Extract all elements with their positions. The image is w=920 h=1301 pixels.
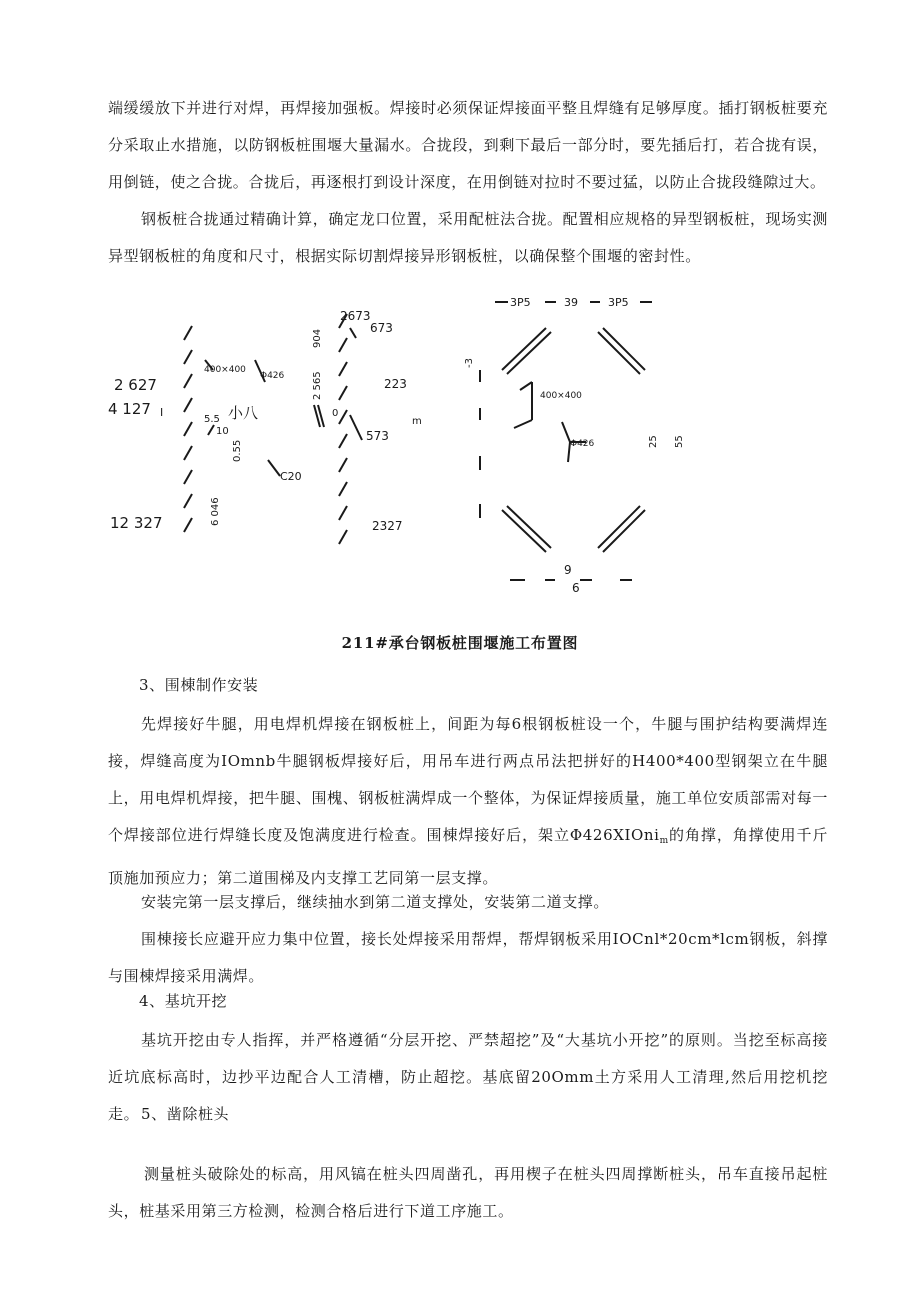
label-2565: 2 565 xyxy=(312,371,323,400)
paragraph-pile-head: 测量桩头破除处的标高，用风镐在桩头四周凿孔，再用楔子在桩头四周撑断桩头，吊车直接吊起桩头，桩基采用第三方检测，检测合格后进行下道工序施工。 xyxy=(108,1165,828,1220)
label-3p5-a: 3P5 xyxy=(510,296,531,309)
label-3p5-b: 3P5 xyxy=(608,296,629,309)
label-4127: 4 127 xyxy=(108,400,151,418)
label-0.55: 0.55 xyxy=(232,439,243,462)
paragraph-welding: 端缓缓放下并进行对焊，再焊接加强板。焊接时必须保证焊接面平整且焊缝有足够厚度。插打钢板桩要充分采取止水措施，以防钢板桩围堰大量漏水。合拢段，到剩下最后一部分时，要先插后打，若合拢有误，用倒链，使之合拢。合拢后，再逐根打到设计深度，在用倒链对拉时不要过猛，以防止合拢段缝隙过大。 xyxy=(108,99,828,191)
label-39: 39 xyxy=(564,296,578,309)
label-400x400-left: 400×400 xyxy=(204,365,246,375)
figure-caption: 211#承台钢板桩围堰施工布置图 xyxy=(341,634,579,652)
label-400x400-right: 400×400 xyxy=(540,391,582,401)
label-2673: 2673 xyxy=(340,309,371,323)
paragraph-second-support: 安装完第一层支撑后，继续抽水到第二道支撑处，安装第二道支撑。 xyxy=(141,893,610,911)
label-6046: 6 046 xyxy=(210,497,221,526)
heading-section-3: 3、围棟制作安装 xyxy=(139,676,259,694)
label-904: 904 xyxy=(312,328,323,348)
label-xiaoba: 小八 xyxy=(228,404,259,422)
label-phi426-left: Φ426 xyxy=(260,371,285,381)
label-55: 55 xyxy=(674,435,685,448)
label-2327: 2327 xyxy=(372,519,403,533)
label-9: 9 xyxy=(564,563,572,577)
paragraph-excavation: 基坑开挖由专人指挥，并严格遵循“分层开挖、严禁超挖”及“大基坑小开挖”的原则。当挖至标高接近坑底标高时，边抄平边配合人工清槽，防止超挖。基底留20Omm土方采用人工清理,然后用挖机挖走。 xyxy=(108,1031,828,1123)
label-25: 25 xyxy=(648,435,659,448)
heading-section-4: 4、基坑开挖 xyxy=(139,992,228,1010)
label-12327: 12 327 xyxy=(110,514,163,532)
label-2627: 2 627 xyxy=(114,376,157,394)
heading-section-5: 5、凿除桩头 xyxy=(141,1105,230,1123)
label-573: 573 xyxy=(366,429,389,443)
paragraph-waling-subscript: m xyxy=(659,836,669,846)
paragraph-waling-extension: 围棟接长应避开应力集中位置，接长处焊接采用帮焊，帮焊钢板采用IOCnl*20cm*lcm钢板，斜撑与围棟焊接采用满焊。 xyxy=(108,930,828,985)
cofferdam-layout-figure xyxy=(100,290,740,612)
label-minus3: -3 xyxy=(464,358,475,368)
paragraph-waling-install xyxy=(108,706,828,897)
label-phi426-right: Φ426 xyxy=(570,439,595,449)
label-m: m xyxy=(412,416,422,427)
label-c20: C20 xyxy=(280,470,302,483)
label-223: 223 xyxy=(384,377,407,391)
label-l: I xyxy=(160,406,164,419)
label-6: 6 xyxy=(572,581,580,595)
label-10: 10 xyxy=(216,426,229,437)
label-5.5: 5.5 xyxy=(204,414,220,425)
label-0: 0 xyxy=(332,408,339,419)
label-673: 673 xyxy=(370,321,393,335)
paragraph-waling-part2: 的角撑，角撑使用千斤顶施加预应力；第二道围梯及内支撑工艺同第一层支撑。 xyxy=(108,826,828,887)
paragraph-closure: 钢板桩合拢通过精确计算，确定龙口位置，采用配桩法合拢。配置相应规格的异型钢板桩，现场实测异型钢板桩的角度和尺寸，根据实际切割焊接异形钢板桩，以确保整个围堰的密封性。 xyxy=(108,210,828,265)
paragraph-waling-part1: 先焊接好牛腿，用电焊机焊接在钢板桩上，间距为每6根钢板桩设一个，牛腿与围护结构要满焊连接，焊缝高度为IOmnb牛腿钢板焊接好后，用吊车进行两点吊法把拼好的H400*400型钢架立在牛腿上，用电焊机焊接，把牛腿、围槐、钢板桩满焊成一个整体，为保证焊接质量，施工单位安质部需对每一个焊接部位进行焊缝长度及饱满度进行检查。围棟焊接好后，架立Φ426XIOni xyxy=(108,715,828,844)
